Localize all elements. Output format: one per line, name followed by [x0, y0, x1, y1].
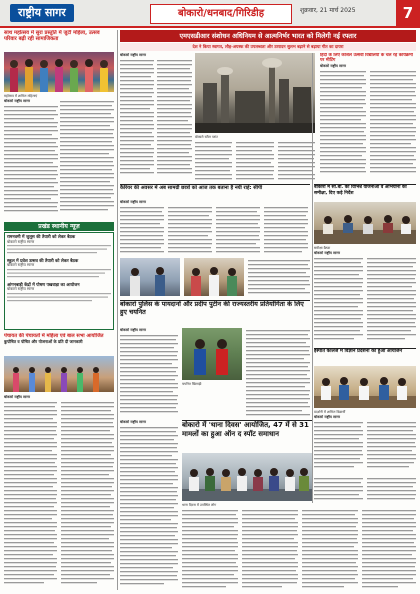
- thana-text-lines: [120, 425, 178, 589]
- middle-text-lines: [120, 205, 310, 255]
- welfare-dateline: बोकारो राष्ट्रीय सागर: [314, 251, 340, 255]
- panchayat-subhead: कुपोषित व पोषित और योजनाओं के प्रति दी जानकारी: [4, 339, 83, 344]
- police-text-lines-2: [246, 328, 310, 418]
- women-body-col1: [4, 99, 58, 219]
- main-body-under-photo: [195, 140, 315, 182]
- main-text-lines: [120, 58, 192, 180]
- thana-dateline: बोकारो राष्ट्रीय सागर: [120, 420, 146, 424]
- middle-headline-block: [120, 184, 310, 199]
- panchayat-photo-figures: [4, 356, 114, 392]
- welfare-photo: [314, 202, 416, 244]
- exhibition-headline-block: [314, 348, 416, 365]
- welfare-headline-block: [314, 184, 416, 201]
- right-top-headline: हिंदी के लिए कौशल उत्सवी विद्यालयों के चल रहे कार्यक्रमों पर मीटिंग: [320, 53, 413, 64]
- police-body-col1: [120, 328, 178, 418]
- middle-text-lines-2: [248, 258, 310, 296]
- police-photo-caption: चयनित खिलाड़ी: [182, 382, 202, 386]
- welfare-body: [314, 251, 416, 346]
- panchayat-photo: [4, 356, 114, 392]
- news-item-lines: [7, 244, 111, 254]
- panchayat-dateline: बोकारो राष्ट्रीय सागर: [4, 395, 30, 399]
- panchayat-headline-block: [4, 333, 114, 353]
- news-box-item-headline: रामनवमी में जुलूस की तैयारी को लेकर बैठक: [7, 234, 76, 239]
- middle-photo-1-people: [120, 258, 180, 296]
- news-box-item-text: बोकारो राष्ट्रीय सागर: [7, 262, 35, 268]
- panchayat-headline: पंचायत की पंचायतों में महिला एवं बाल सभा आयोजित: [4, 333, 104, 339]
- news-box-item-text: बोकारो राष्ट्रीय सागर: [7, 286, 35, 292]
- exhibition-text-lines: [314, 420, 416, 474]
- panchayat-text-lines: [4, 400, 114, 588]
- thana-headline: बोकारो में 'थाना दिवस' आयोजित, 47 में से 31 मामलों का हुआ ऑन द स्पॉट समाधान: [182, 421, 309, 438]
- police-photo: [182, 328, 242, 380]
- middle-headline: कैरियर की अवसर में अब सामग्री छात्रों को आज तक बताना है नयी राहें: सीपी: [120, 185, 263, 191]
- masthead: [0, 0, 420, 28]
- right-top-dateline: बोकारो राष्ट्रीय सागर: [320, 63, 346, 68]
- news-box-title: प्रखंड स्थानीय न्यूज़: [4, 222, 114, 231]
- middle-photo-2-people: [184, 258, 244, 296]
- police-body-col2: [246, 328, 310, 418]
- exhibition-body: [314, 415, 416, 475]
- police-headline-block: [120, 300, 310, 327]
- issue-date: शुक्रवार, 21 मार्च 2025: [300, 7, 356, 14]
- main-photo-caption: बोकारो स्टील प्लांट: [195, 135, 218, 139]
- police-text-lines: [120, 333, 178, 417]
- right-top-text-lines: [320, 69, 416, 181]
- main-photo-plant: [195, 53, 315, 133]
- welfare-headline: बोकारो में सी.बी. की विभिन्न योजनाओं व अभियानों की समीक्षा, दिए कड़े निर्देश: [314, 185, 407, 196]
- news-item-lines: [7, 268, 111, 278]
- main-photo: [195, 53, 315, 133]
- women-text-lines: [4, 104, 58, 214]
- women-headline: साथ महोत्सव में सुरा प्रस्तुति में जुटी महिला, उत्सव परिवार बढ़ी रही सामाजिकता: [4, 30, 100, 43]
- right-top-story: [320, 53, 416, 183]
- middle-dateline: बोकारो राष्ट्रीय सागर: [120, 200, 146, 204]
- welfare-photo-meeting: [314, 202, 416, 244]
- thana-photo: [182, 453, 312, 501]
- police-headline: बोकारो पुलिस के पायदानों और प्रदीप पुटीन की राज्यस्तरीय प्रतियोगिता के लिए हुए चयनित: [120, 300, 304, 316]
- panchayat-body: [4, 395, 114, 590]
- exhibition-headline: इस्पात कॉलेज में विज्ञान प्रदर्शनी का हुआ आयोजन: [314, 349, 403, 354]
- news-box-item-text: बोकारो राष्ट्रीय सागर: [7, 238, 35, 244]
- newspaper-brand: राष्ट्रीय सागर: [10, 4, 74, 22]
- right-bottom-filler: [314, 476, 416, 506]
- exhibition-photo-caption: प्रदर्शनी में शामिल विद्यार्थी: [314, 410, 346, 414]
- page-number: 7: [396, 0, 420, 26]
- thana-photo-caption: थाना दिवस में उपस्थित लोग: [182, 503, 217, 507]
- main-kicker: एमएसडीआर संशोधन अधिनियम से आत्मनिर्भर भारत को मिलेगी नई रफ्तार: [120, 30, 416, 42]
- middle-body: [120, 200, 310, 256]
- news-box-item: [7, 235, 111, 256]
- column-rule: [117, 30, 118, 590]
- thana-photo-crowd: [182, 453, 312, 501]
- women-photo-caption: महोत्सव में शामिल महिलाएं: [4, 94, 38, 98]
- middle-photo-2: [184, 258, 244, 296]
- welfare-text-lines: [314, 256, 416, 344]
- edition-label: बोकारो/धनबाद/गिरिडीह: [150, 4, 292, 24]
- police-photo-players: [182, 328, 242, 380]
- right-bottom-text-lines: [314, 476, 416, 506]
- news-box-item-headline: स्कूल में प्रवेश उत्सव की तैयारी को लेकर बैठक: [7, 257, 79, 263]
- main-text-lines-2: [195, 140, 315, 182]
- middle-body-2: [248, 258, 310, 296]
- thana-body-col2: [182, 508, 416, 590]
- women-headline-block: [4, 30, 114, 52]
- news-box-item-headline: आंगनबाड़ी केंद्रों में पोषण पखवाड़ा का आयोजन: [7, 281, 80, 287]
- women-photo-figures: [4, 52, 114, 92]
- exhibition-photo: [314, 366, 416, 408]
- women-photo: [4, 52, 114, 92]
- main-dateline: बोकारो राष्ट्रीय सागर: [120, 53, 146, 57]
- women-body-col2: [60, 99, 114, 219]
- police-dateline: बोकारो राष्ट्रीय सागर: [120, 328, 146, 332]
- women-text-lines-2: [60, 99, 114, 219]
- exhibition-dateline: बोकारो राष्ट्रीय सागर: [314, 415, 340, 419]
- thana-text-lines-2: [182, 508, 416, 590]
- main-body-col1: [120, 53, 192, 181]
- news-item-lines: [7, 292, 111, 302]
- middle-photo-1: [120, 258, 180, 296]
- news-box-item: [7, 283, 111, 304]
- news-box: [4, 232, 114, 330]
- main-subhead-block: [120, 43, 416, 51]
- thana-body-col1: [120, 420, 178, 590]
- exhibition-photo-students: [314, 366, 416, 408]
- women-dateline: बोकारो राष्ट्रीय सागर: [4, 99, 30, 103]
- thana-headline-block: [182, 420, 312, 451]
- news-box-item: [7, 259, 111, 280]
- main-subhead: देश ने किया स्वागत, लौह-अयस्क की उपलब्धता और उत्पादन सुलभ बढ़ाने से बढ़ाया गीत का दायरा: [192, 44, 344, 49]
- column-rule: [312, 53, 313, 503]
- welfare-photo-caption: समीक्षा बैठक: [314, 246, 331, 250]
